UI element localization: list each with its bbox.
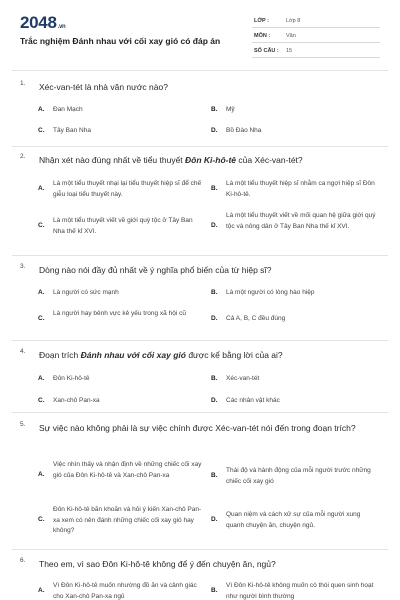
meta-row-class bbox=[252, 14, 380, 28]
divider bbox=[12, 412, 388, 413]
divider bbox=[12, 146, 388, 147]
meta-label: LỚP : bbox=[254, 18, 269, 24]
question-number: 3. bbox=[20, 263, 26, 270]
page-title: Trắc nghiệm Đánh nhau với cối xay gió có đáp án bbox=[20, 36, 221, 46]
meta-label: SỐ CÂU : bbox=[254, 48, 279, 54]
divider bbox=[12, 70, 388, 71]
question-number: 4. bbox=[20, 348, 26, 355]
site-logo[interactable]: 2048.vn bbox=[20, 13, 66, 32]
divider bbox=[12, 255, 388, 256]
question-text: Theo em, vì sao Đôn Ki-hô-tê không để ý đến chuyện ăn, ngủ? bbox=[39, 559, 276, 569]
question-text: Sự việc nào không phải là sự việc chính được Xéc-van-tét nói đến trong đoạn trích? bbox=[39, 423, 356, 433]
meta-row-count bbox=[252, 44, 380, 58]
question-text: Xéc-van-tét là nhà văn nước nào? bbox=[39, 82, 168, 92]
question-text: Nhận xét nào đúng nhất về tiểu thuyết Đôn Ki-hô-tê của Xéc-van-tét? bbox=[39, 155, 303, 165]
divider bbox=[12, 549, 388, 550]
question-text: Đoạn trích Đánh nhau với cối xay gió được kể bằng lời của ai? bbox=[39, 350, 283, 360]
meta-value: Lớp 8 bbox=[286, 18, 301, 24]
meta-label: MÔN : bbox=[254, 33, 271, 39]
question-number: 1. bbox=[20, 80, 26, 87]
question-number: 2. bbox=[20, 153, 26, 160]
meta-value: 15 bbox=[286, 48, 293, 54]
meta-row-subject bbox=[252, 29, 380, 43]
page-header bbox=[0, 0, 400, 68]
divider bbox=[12, 340, 388, 341]
question-number: 5. bbox=[20, 421, 26, 428]
meta-value: Văn bbox=[286, 33, 296, 39]
question-number: 6. bbox=[20, 557, 26, 564]
question-text: Dòng nào nói đầy đủ nhất về ý nghĩa phổ biến của từ hiệp sĩ? bbox=[39, 265, 272, 275]
